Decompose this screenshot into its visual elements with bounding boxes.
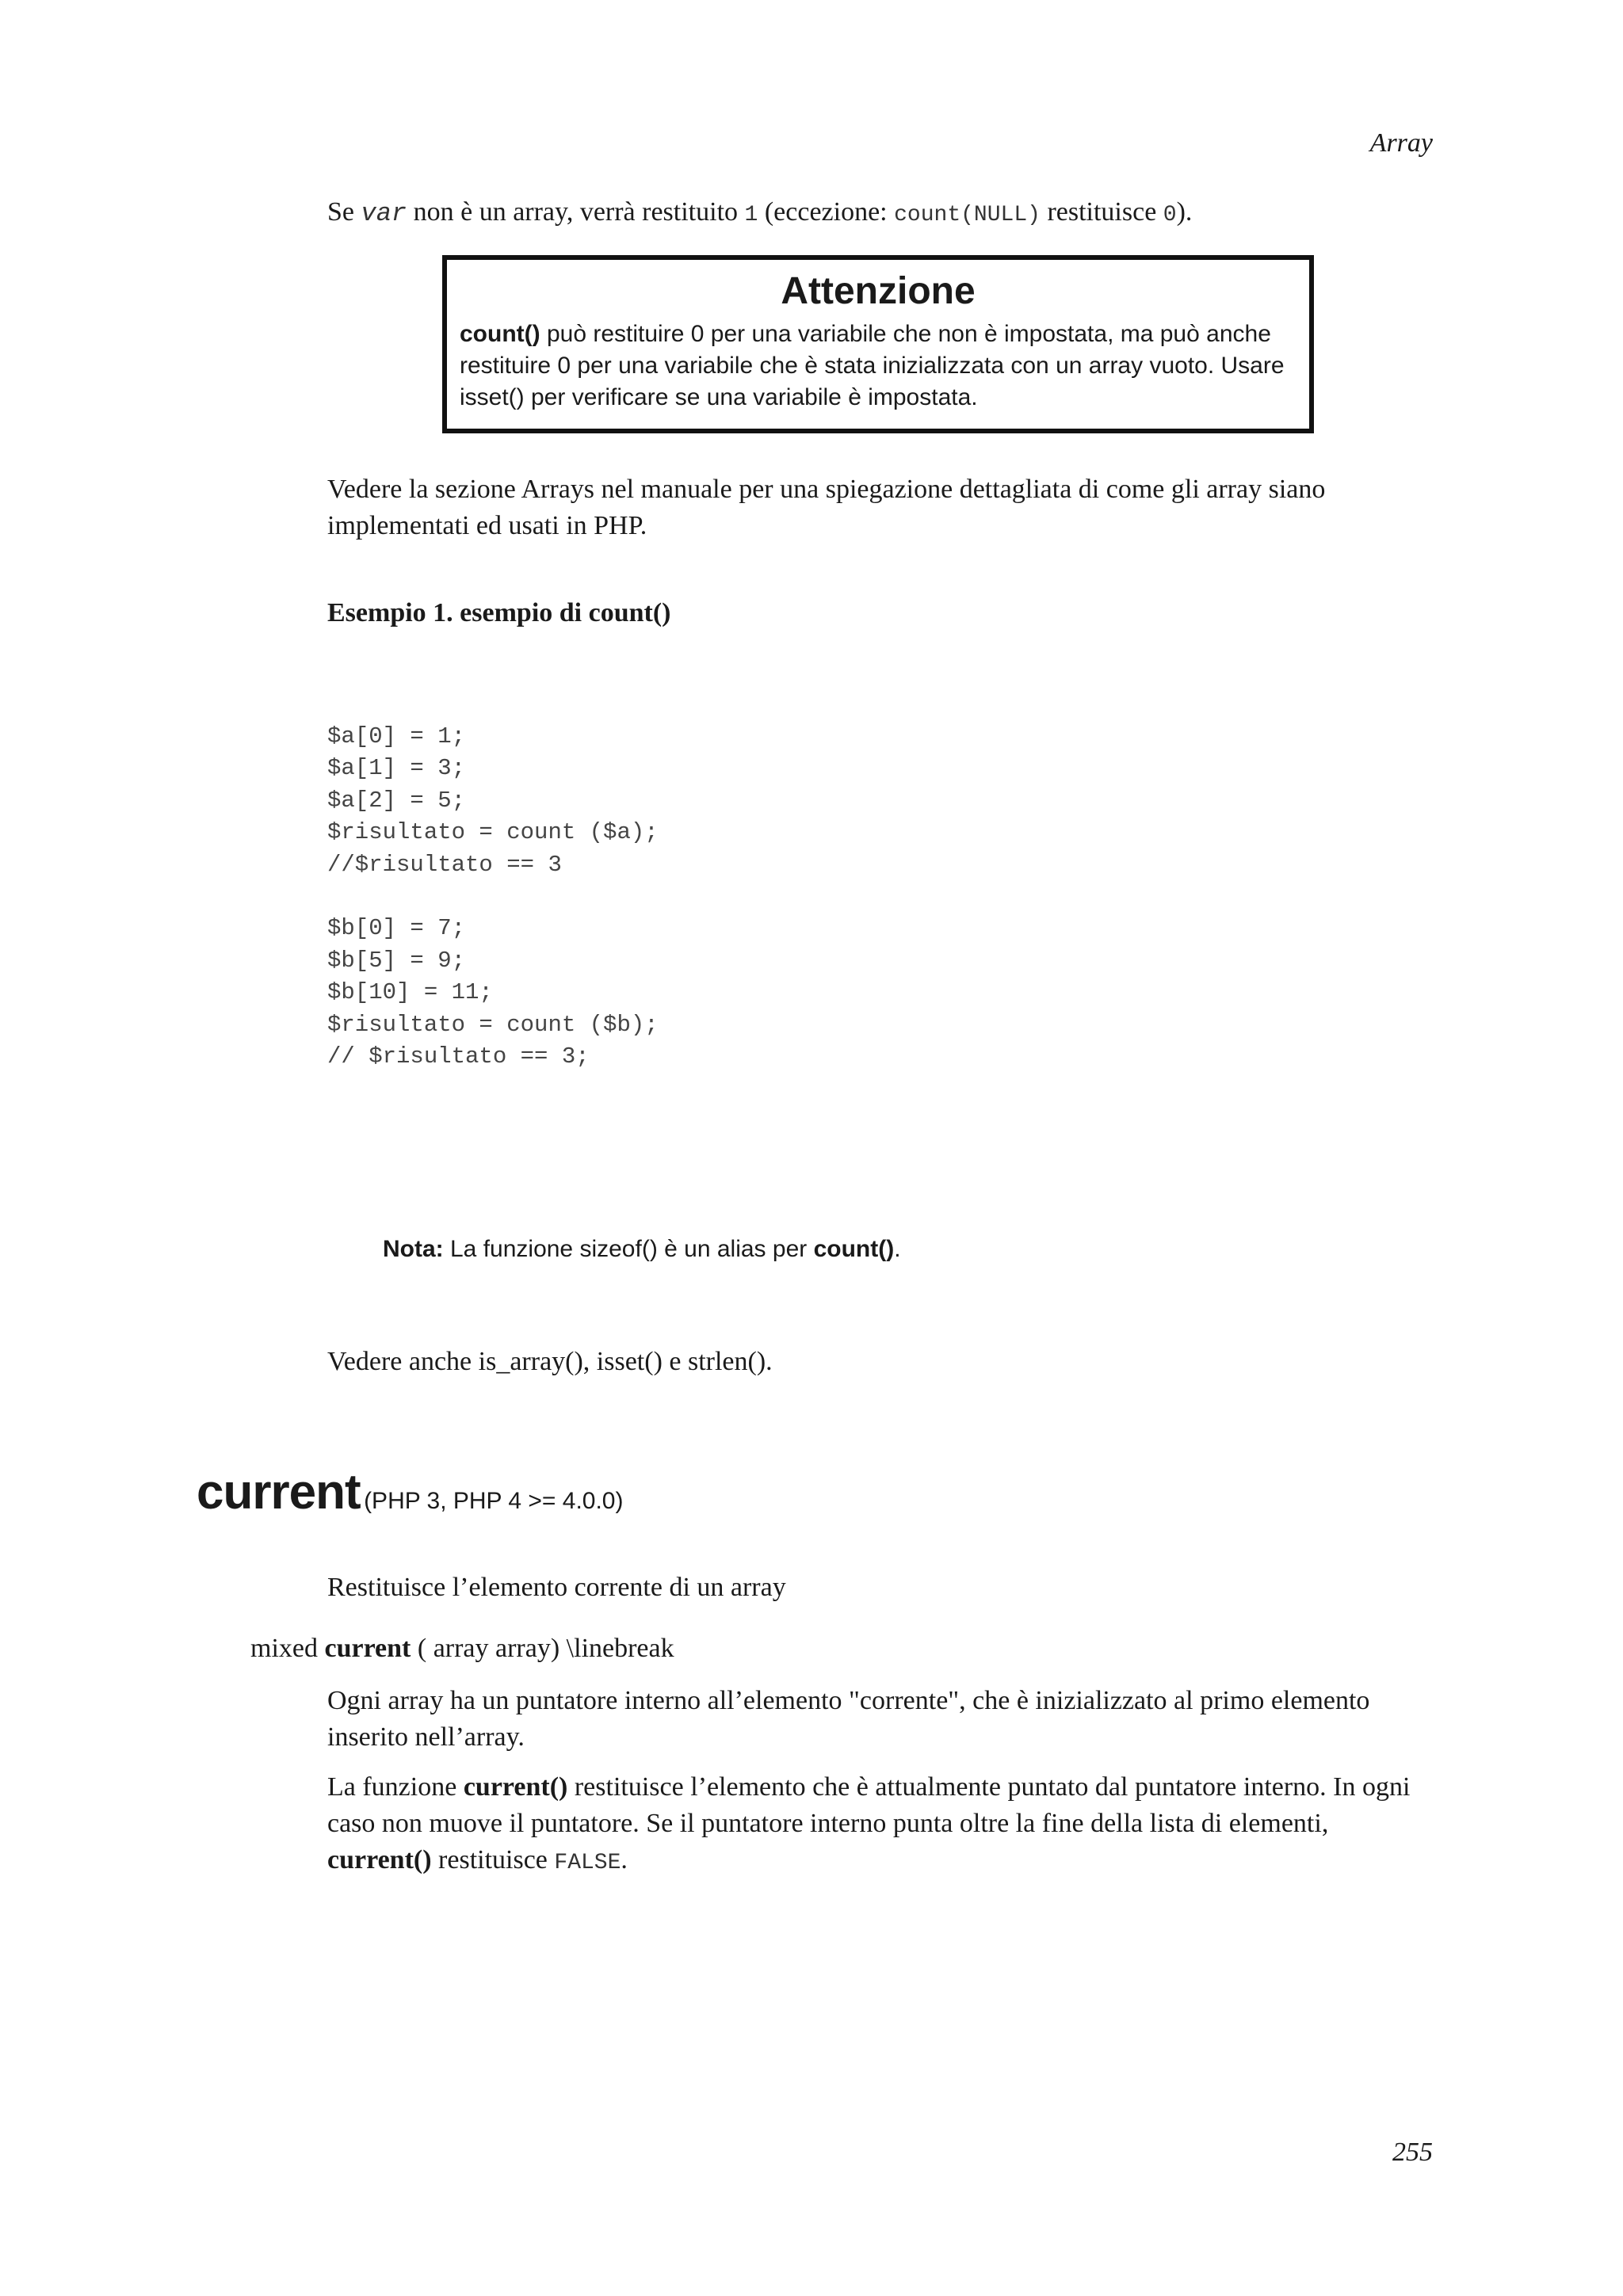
- code-example: $a[0] = 1; $a[1] = 3; $a[2] = 5; $risultato = count ($a); //$risultato == 3 $b[0] = 7; $b[5] = 9; $b[10] = 11; $risultato = count ($b); // $risultato == 3;: [327, 723, 659, 1070]
- note-label: Nota:: [383, 1236, 444, 1262]
- note-end: .: [894, 1236, 901, 1262]
- count-null-code: count(NULL): [894, 203, 1041, 227]
- intro-text-3: (eccezione:: [758, 197, 895, 227]
- running-header: Array: [1369, 128, 1433, 158]
- desc2-text-b: restituisce l’elemento che è attualmente puntato dal puntatore interno. In ogni caso non muove il puntatore. Se il puntatore interno punta oltre la fine della lista di elementi,: [327, 1772, 1411, 1838]
- warning-func: count(): [460, 321, 540, 347]
- desc2-text-a: La funzione: [327, 1772, 464, 1802]
- description-paragraph-2: [327, 1769, 1437, 1882]
- signature-type: mixed: [250, 1634, 325, 1663]
- page-number: 255: [1392, 2138, 1433, 2167]
- function-signature: [250, 1634, 674, 1664]
- see-also: Vedere anche is_array(), isset() e strlen().: [327, 1347, 773, 1376]
- false-literal: FALSE: [554, 1851, 621, 1875]
- warning-title: Attenzione: [781, 270, 976, 312]
- function-heading: [197, 1464, 623, 1520]
- intro-text-4: restituisce: [1040, 197, 1163, 227]
- example-title: Esempio 1. esempio di count(): [327, 598, 671, 627]
- desc2-text-d: .: [621, 1845, 628, 1875]
- desc2-func-2: current(): [327, 1845, 432, 1875]
- note-func: count(): [813, 1236, 895, 1262]
- literal-one: 1: [744, 203, 758, 227]
- desc2-func: current(): [463, 1772, 568, 1802]
- signature-name: current: [324, 1634, 411, 1663]
- warning-body: [460, 318, 1296, 414]
- warning-box: [442, 255, 1314, 433]
- note-text: La funzione sizeof() è un alias per: [443, 1236, 814, 1262]
- intro-text-2: non è un array, verrà restituito: [407, 197, 745, 227]
- intro-paragraph: [327, 194, 1437, 234]
- literal-zero: 0: [1163, 203, 1177, 227]
- function-purpose: Restituisce l’elemento corrente di un array: [327, 1573, 786, 1602]
- description-paragraph-1: Ogni array ha un puntatore interno all’elemento "corrente", che è inizializzato al primo elemento inserito nell’array.: [327, 1686, 1370, 1752]
- intro-text-5: ).: [1176, 197, 1193, 227]
- intro-text-1: Se: [327, 197, 361, 227]
- function-version: (PHP 3, PHP 4 >= 4.0.0): [364, 1488, 624, 1514]
- desc2-text-c: restituisce: [431, 1845, 555, 1875]
- signature-args: ( array array) \linebreak: [411, 1634, 674, 1663]
- note: [383, 1236, 901, 1263]
- arrays-paragraph: Vedere la sezione Arrays nel manuale per una spiegazione dettagliata di come gli array siano implementati ed usati in PHP.: [327, 475, 1326, 540]
- var-param: var: [361, 199, 407, 228]
- function-name: current: [197, 1465, 361, 1520]
- warning-text: può restituire 0 per una variabile che non è impostata, ma può anche restituire 0 per una variabile che è stata inizializzata con un array vuoto. Usare isset() per verificare se una variabile è impostata.: [460, 321, 1285, 410]
